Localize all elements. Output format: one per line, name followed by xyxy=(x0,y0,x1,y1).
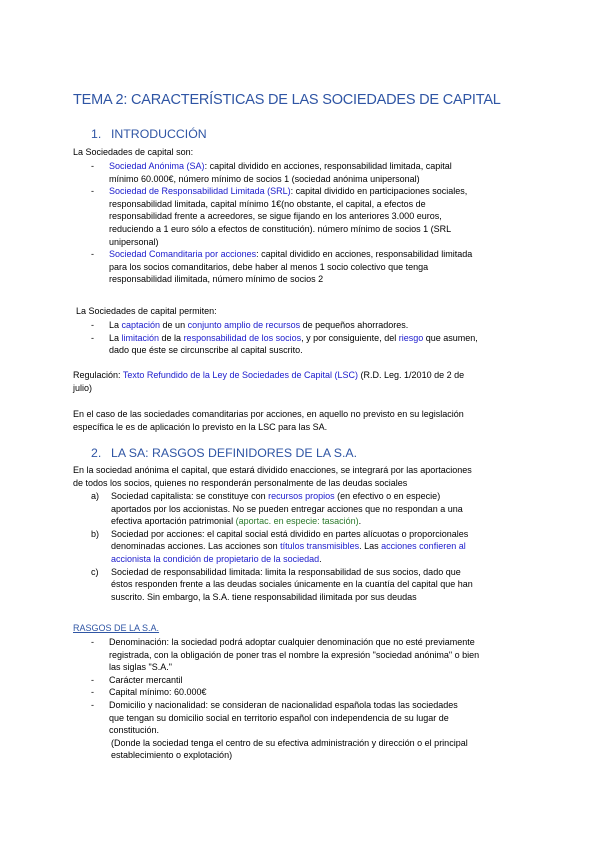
permiten-list xyxy=(91,319,478,357)
list-item: - La limitación de la responsabilidad de los socios, y por consiguiente, del riesgo que asumen, dado que éste se circunscribe al capital suscrito. xyxy=(91,332,478,357)
list-item: c) Sociedad de responsabilidad limitada: limita la responsabilidad de sus socios, dado que éstos responden frente a las deudas sociales únicamente en la cuantía del capital que han suscrito. Sin embargo, la S.A. tiene responsabilidad ilimitada por sus deudas xyxy=(91,566,473,602)
s2-intro: En la sociedad anónima el capital, que estará dividido enacciones, se integrará por las aportaciones de todos los socios, quienes no responderán personalmente de las deudas sociales xyxy=(73,465,472,488)
section-2-number: 2. xyxy=(91,446,102,460)
term-srl: Sociedad de Responsabilidad Limitada (SRL) xyxy=(109,186,291,197)
list-item: - Sociedad de Responsabilidad Limitada (SRL): capital dividido en participaciones sociales, responsabilidad limitada, capital mínimo 1€(no obstante, el capital, a efectos de responsabilidad frente a acreedores, se sigue fijando en los anteriores 3.000 euros, reduciendo a 1 euro sólo a efectos de constitución). número mínimo de socios 1 (SRL unipersonal) xyxy=(91,185,472,248)
rasgos-link[interactable]: RASGOS DE LA S.A. xyxy=(73,623,160,633)
permiten-intro: La Sociedades de capital permiten: xyxy=(76,306,217,316)
term-comanditaria: Sociedad Comanditaria por acciones xyxy=(109,249,257,260)
section-1-number: 1. xyxy=(91,127,102,141)
section-1-title: INTRODUCCIÓN xyxy=(111,127,207,141)
list-item: - Domicilio y nacionalidad: se consideran de nacionalidad española todas las sociedades que tengan su domicilio social en territorio español con independencia de su lugar de constitución. (Donde la sociedad tenga el centro de su efectiva administración y dirección o el principal establecimiento o explotación) xyxy=(91,699,479,762)
section-2-title: LA SA: RASGOS DEFINIDORES DE LA S.A. xyxy=(111,446,358,460)
list-item: - Denominación: la sociedad podrá adoptar cualquier denominación que no esté previamente registrada, con la obligación de poner tras el nombre la expresión "sociedad anónima" o bien las siglas "S.A." xyxy=(91,636,479,674)
document-title: TEMA 2: CARACTERÍSTICAS DE LAS SOCIEDADES DE CAPITAL xyxy=(73,92,501,108)
list-item: b) Sociedad por acciones: el capital social está dividido en partes alícuotas o proporcionales denominadas acciones. Las acciones son títulos transmisibles. Las acciones confieren al accionista la condición de propietario de la sociedad. xyxy=(91,528,469,564)
list-item: - Sociedad Anónima (SA): capital dividido en acciones, responsabilidad limitada, capital mínimo 60.000€, número mínimo de socios 1 (sociedad anónima unipersonal) xyxy=(91,160,472,185)
list-item: - Carácter mercantil xyxy=(91,674,479,687)
comanditarias-paragraph: En el caso de las sociedades comanditarias por acciones, en aquello no previsto en su legislación específica le es de aplicación lo previsto en la LSC para las SA. xyxy=(73,409,464,432)
list-item: - Sociedad Comanditaria por acciones: capital dividido en acciones, responsabilidad limitada para los socios comanditarios, debe haber al menos 1 socio colectivo que tenga responsabilidad ilimitada, número mínimo de socios 2 xyxy=(91,248,472,286)
list-item: a) Sociedad capitalista: se constituye con recursos propios (en efectivo o en especie) aportados por los accionistas. No se pueden entregar acciones que no respondan a una efectiva aportación patrimonial (aportac. en especie: tasación). xyxy=(91,491,463,527)
list-item: - Capital mínimo: 60.000€ xyxy=(91,686,479,699)
s1-intro: La Sociedades de capital son: xyxy=(73,147,194,157)
term-sa: Sociedad Anónima (SA) xyxy=(109,161,205,171)
rasgos-list xyxy=(91,636,479,762)
rasgos-link-paragraph xyxy=(73,622,159,635)
section-2-heading xyxy=(91,446,357,460)
rasgos-definidores-list xyxy=(91,490,473,603)
sociedades-list xyxy=(91,160,472,286)
section-1-heading xyxy=(91,127,207,141)
list-item: - La captación de un conjunto amplio de recursos de pequeños ahorradores. xyxy=(91,319,478,332)
regulacion-paragraph: Regulación: Texto Refundido de la Ley de Sociedades de Capital (LSC) (R.D. Leg. 1/2010 de 2 de julio) xyxy=(73,370,465,393)
lsc-reference: Texto Refundido de la Ley de Sociedades de Capital (LSC) xyxy=(122,370,359,380)
